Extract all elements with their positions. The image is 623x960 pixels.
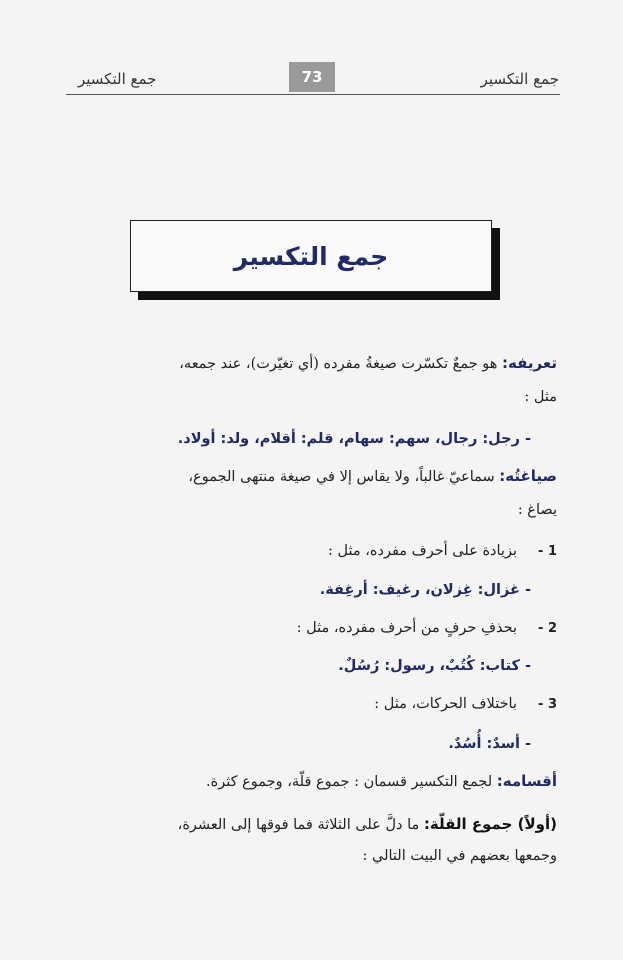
formation-text: سماعيّ غالباً، ولا يقاس إلا في صيغة منتهى الجموع، (188, 469, 500, 485)
divisions-line (66, 771, 557, 792)
list-item-2-example (66, 656, 531, 676)
list-item-2-text: بحذفِ حرفٍ من أحرف مفرده، مثل : (296, 620, 517, 636)
definition-text: هو جمعٌ تكسّرت صيغةُ مفرده (أي تغيّرت)، عند جمعه، (179, 356, 503, 372)
list-item-1 (66, 541, 557, 562)
list-item-2-number: 2 - (538, 621, 557, 636)
example-1 (66, 429, 531, 449)
list-item-3 (66, 694, 557, 715)
chapter-title: جمع التكسير (233, 241, 389, 271)
formation-continuation: يصاغ : (517, 502, 557, 518)
list-item-3-number: 3 - (538, 697, 557, 712)
formation-line (66, 466, 557, 487)
list-item-3-example (66, 734, 531, 754)
running-header-left: جمع التكسير (78, 70, 157, 88)
divisions-term: أقسامه: (496, 772, 557, 790)
definition-term: تعريفه: (502, 354, 557, 372)
header-rule (66, 94, 560, 95)
running-header-right: جمع التكسير (480, 70, 559, 88)
first-type-continuation: وجمعها بعضهم في البيت التالي : (362, 848, 557, 864)
formation-term: صياغتُه: (499, 467, 557, 485)
list-item-2-example-text: - كتاب: كُتُبٌ، رسول: رُسُلٌ. (338, 658, 531, 674)
definition-line (66, 353, 557, 374)
example-1-text: - رجل: رجال، سهم: سهام، قلم: أقلام، ولد: أولاد. (177, 431, 531, 447)
list-item-3-text: باختلاف الحركات، مثل : (374, 696, 517, 712)
definition-continuation: مثل : (524, 389, 557, 405)
list-item-1-text: بزيادة على أحرف مفرده، مثل : (328, 543, 517, 559)
list-item-2 (66, 618, 557, 639)
first-type-line (66, 814, 557, 835)
list-item-1-example-text: - غزال: غِزلان، رغيف: أرغِفة. (319, 582, 531, 598)
list-item-1-example (66, 580, 531, 600)
first-type-text: ما دلَّ على الثلاثة فما فوقها إلى العشرة، (177, 817, 424, 833)
chapter-title-box (130, 220, 492, 292)
page-number: 73 (289, 62, 335, 92)
list-item-3-example-text: - أسدٌ: أُسُدٌ. (448, 736, 531, 752)
list-item-1-number: 1 - (538, 544, 557, 559)
divisions-text: لجمع التكسير قسمان : جموع قلّة، وجموع كثرة. (206, 774, 497, 790)
first-type-term: (أولاً) جموع القلّة: (423, 815, 557, 833)
